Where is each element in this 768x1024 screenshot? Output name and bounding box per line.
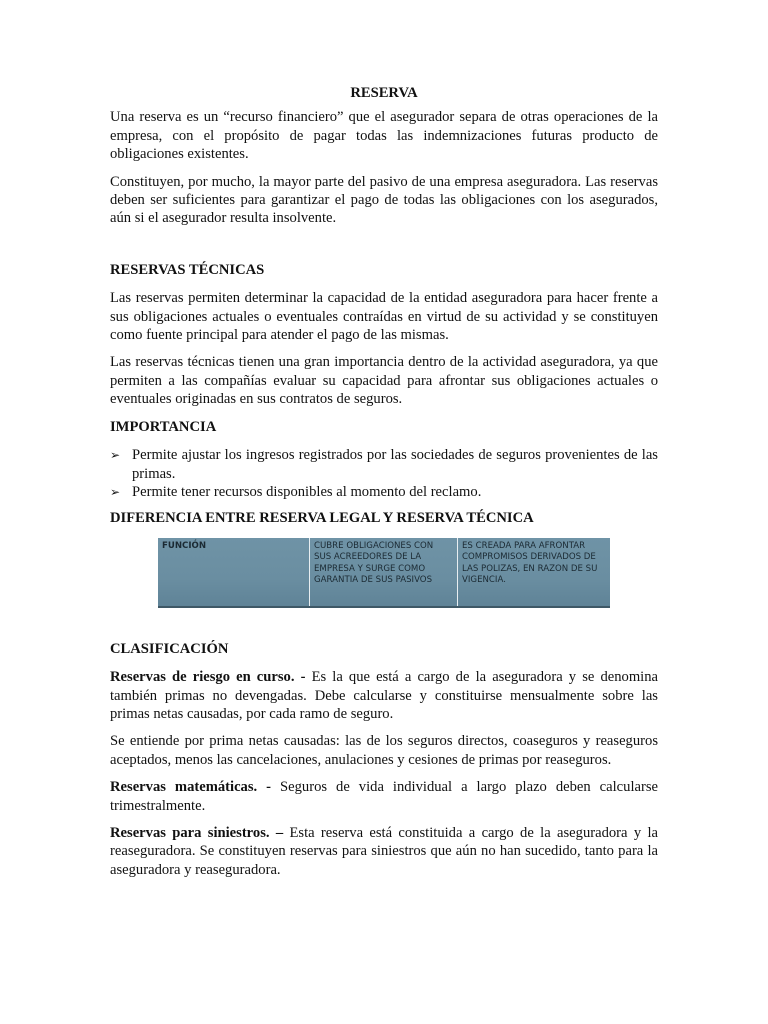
diferencia-heading: DIFERENCIA ENTRE RESERVA LEGAL Y RESERVA TÉCNICA bbox=[110, 510, 534, 527]
siniestros-paragraph bbox=[110, 824, 658, 879]
clasificacion-heading: CLASIFICACIÓN bbox=[110, 640, 229, 657]
tecnicas-heading: RESERVAS TÉCNICAS bbox=[110, 261, 265, 278]
document-title: RESERVA bbox=[350, 85, 418, 101]
siniestros-term: Reservas para siniestros. – bbox=[110, 824, 284, 841]
intro-paragraph-1: Una reserva es un “recurso financiero” que el asegurador separa de otras operaciones de la empresa, con el propósito de pagar todas las indemnizaciones futuras producto de obligaciones existentes. bbox=[110, 109, 658, 163]
intro-paragraph-2: Constituyen, por mucho, la mayor parte del pasivo de una empresa aseguradora. Las reservas deben ser suficientes para garantizar el pago de todas las obligaciones con los asegurados, aún si el asegurador resulta insolvente. bbox=[110, 173, 658, 227]
riesgo-paragraph bbox=[110, 668, 658, 723]
table-cell-reserva-tecnica: ES CREADA PARA AFRONTAR COMPROMISOS DERIVADOS DE LAS POLIZAS, EN RAZON DE SU VIGENCIA. bbox=[462, 540, 598, 585]
list-item-text: Permite tener recursos disponibles al momento del reclamo. bbox=[132, 483, 482, 500]
importancia-heading: IMPORTANCIA bbox=[110, 418, 217, 435]
siniestros-text: Esta reserva está constituida a cargo de la aseguradora y la reaseguradora. Se constituyen reservas para siniestros que aún no han sucedido, tanto para la aseguradora y reaseguradora. bbox=[110, 824, 658, 878]
list-item bbox=[110, 483, 658, 501]
matematicas-term: Reservas matemáticas. - bbox=[110, 779, 272, 796]
primas-paragraph: Se entiende por prima netas causadas: las de los seguros directos, coaseguros y reaseguros aceptados, menos las cancelaciones, anulaciones y cesiones de primas por reaseguros. bbox=[110, 733, 658, 768]
table-cell-reserva-legal: CUBRE OBLIGACIONES CON SUS ACREEDORES DE LA EMPRESA Y SURGE COMO GARANTIA DE SUS PASIVOS bbox=[310, 538, 458, 606]
arrow-bullet-icon: ➢ bbox=[110, 484, 121, 499]
diferencia-table bbox=[158, 538, 610, 608]
importancia-list bbox=[110, 446, 658, 501]
matematicas-text: Seguros de vida individual a largo plazo deben calcularse trimestralmente. bbox=[110, 779, 659, 814]
list-item-text: Permite ajustar los ingresos registrados por las sociedades de seguros provenientes de las primas. bbox=[132, 447, 658, 482]
matematicas-paragraph bbox=[110, 778, 658, 815]
list-item bbox=[110, 446, 658, 483]
riesgo-term: Reservas de riesgo en curso. - bbox=[110, 669, 306, 686]
riesgo-text: Es la que está a cargo de la aseguradora y se denomina también primas no devengadas. Debe calcularse y constituirse mensualmente sobre las primas netas causadas, por cada ramo de seguro. bbox=[110, 669, 658, 722]
document-page bbox=[110, 84, 658, 888]
tecnicas-paragraph-2: Las reservas técnicas tienen una gran importancia dentro de la actividad aseguradora, ya que permiten a las compañías evaluar su capacidad para afrontar sus obligaciones actuales o eventuales originadas en sus contratos de seguros. bbox=[110, 354, 658, 408]
table-cell-funcion: FUNCIÓN bbox=[158, 538, 310, 606]
tecnicas-paragraph-1: Las reservas permiten determinar la capacidad de la entidad aseguradora para hacer frente a sus obligaciones actuales o eventuales contraídas en virtud de su actividad y se constituyen como fuente principal para atender el pago de las mismas. bbox=[110, 290, 658, 344]
arrow-bullet-icon: ➢ bbox=[110, 448, 121, 463]
